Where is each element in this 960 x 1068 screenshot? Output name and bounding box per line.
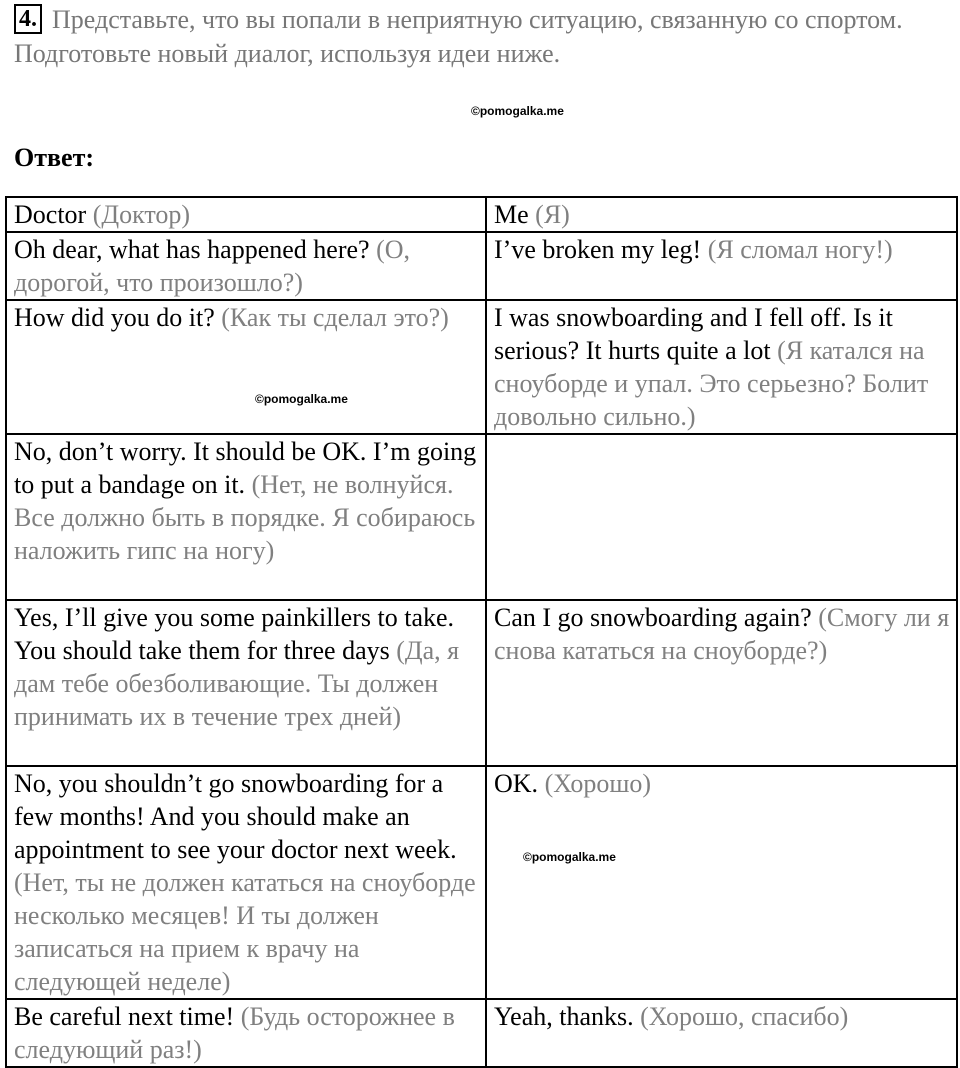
dialogue-table <box>5 196 958 1068</box>
doctor-line-en: No, don’t worry. It should be OK. I’m going to put a bandage on it. <box>14 437 477 499</box>
doctor-line-ru: (Да, я дам тебе обезболивающие. Ты должен принимать их в течение трех дней) <box>14 636 460 731</box>
me-line-ru: (Я катался на сноуборде и упал. Это серьезно? Болит довольно сильно.) <box>494 336 929 431</box>
doctor-line-ru: (Нет, ты не должен кататься на сноуборде несколько месяцев! И ты должен записаться на прием к врачу на следующей неделе) <box>14 868 476 996</box>
me-cell <box>486 434 957 600</box>
header-me <box>486 197 957 232</box>
task-number: 4. <box>14 4 42 34</box>
doctor-line-en: How did you do it? <box>14 303 215 332</box>
me-cell <box>486 300 957 434</box>
doctor-cell <box>6 766 486 999</box>
table-row <box>6 766 957 999</box>
me-line-en: Yeah, thanks. <box>494 1002 634 1031</box>
me-cell <box>486 232 957 300</box>
table-row <box>6 300 957 434</box>
doctor-line-ru: (Будь осторожнее в следующий раз!) <box>14 1002 455 1064</box>
doctor-line-en: No, you shouldn’t go snowboarding for a few months! And you should make an appointment to see your doctor next week. <box>14 769 457 864</box>
doctor-line-en: Be careful next time! <box>14 1002 235 1031</box>
task-text: Представьте, что вы попали в неприятную ситуацию, связанную со спортом. Подготовьте новый диалог, используя идеи ниже. <box>14 5 903 68</box>
doctor-cell <box>6 600 486 766</box>
header-doctor <box>6 197 486 232</box>
me-line-en: OK. <box>494 769 539 798</box>
header-me-ru: (Я) <box>535 200 570 229</box>
doctor-line-ru: (Нет, не волнуйся. Все должно быть в порядке. Я собираюсь наложить гипс на ногу) <box>14 470 476 565</box>
watermark: ©pomogalka.me <box>523 850 616 864</box>
me-line-en: I was snowboarding and I fell off. Is it serious? It hurts quite a lot <box>494 303 893 365</box>
table-row <box>6 434 957 600</box>
me-line-ru: (Я сломал ногу!) <box>707 235 893 264</box>
me-line-ru: (Хорошо) <box>544 769 652 798</box>
watermark: ©pomogalka.me <box>255 392 348 406</box>
header-doctor-ru: (Доктор) <box>92 200 191 229</box>
doctor-cell <box>6 999 486 1067</box>
watermark: ©pomogalka.me <box>471 104 564 118</box>
table-header-row <box>6 197 957 232</box>
table-row <box>6 999 957 1067</box>
answer-label: Ответ: <box>14 143 95 172</box>
task-statement <box>14 3 944 71</box>
me-cell <box>486 766 957 999</box>
me-line-ru: (Смогу ли я снова кататься на сноуборде?) <box>494 603 950 665</box>
header-me-en: Me <box>494 200 529 229</box>
table-row <box>6 600 957 766</box>
me-cell <box>486 999 957 1067</box>
me-cell <box>486 600 957 766</box>
doctor-line-ru: (О, дорогой, что произошло?) <box>14 235 411 297</box>
me-line-en: I’ve broken my leg! <box>494 235 702 264</box>
doctor-cell <box>6 434 486 600</box>
doctor-line-en: Yes, I’ll give you some painkillers to take. You should take them for three days <box>14 603 455 665</box>
doctor-line-en: Oh dear, what has happened here? <box>14 235 370 264</box>
header-doctor-en: Doctor <box>14 200 87 229</box>
doctor-cell <box>6 232 486 300</box>
me-line-en: Can I go snowboarding again? <box>494 603 812 632</box>
doctor-cell <box>6 300 486 434</box>
table-row <box>6 232 957 300</box>
doctor-line-ru: (Как ты сделал это?) <box>221 303 449 332</box>
me-line-ru: (Хорошо, спасибо) <box>640 1002 849 1031</box>
